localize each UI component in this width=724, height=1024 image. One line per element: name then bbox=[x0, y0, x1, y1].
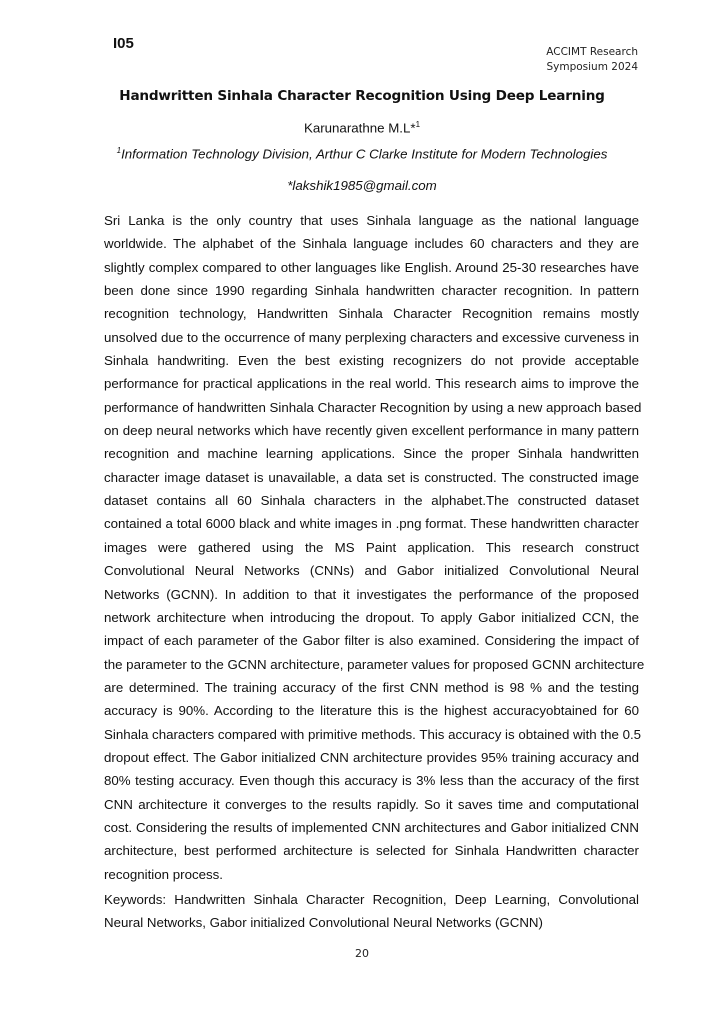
conference-name-line1: ACCIMT Research bbox=[546, 46, 638, 58]
abstract-line: impact of each parameter of the Gabor filter is also examined. Considering the impact of bbox=[104, 633, 639, 649]
abstract-line: images were gathered using the MS Paint application. This research construct bbox=[104, 539, 639, 555]
abstract-line: network architecture when introducing the dropout. To apply Gabor initialized CCN, the bbox=[104, 609, 639, 625]
abstract-line: slightly complex compared to other languages like English. Around 25-30 researches have bbox=[104, 259, 639, 275]
abstract-line: Networks (GCNN). In addition to that it investigates the performance of the proposed bbox=[104, 586, 639, 602]
keywords-line: Keywords: Handwritten Sinhala Character Recognition, Deep Learning, Convolutional bbox=[104, 892, 639, 907]
abstract-line: recognition process. bbox=[104, 866, 223, 882]
affiliation-text: Information Technology Division, Arthur C Clarke Institute for Modern Technologies bbox=[121, 146, 608, 162]
page-number: 20 bbox=[355, 947, 369, 960]
affiliation-superscript: 1 bbox=[116, 146, 122, 155]
author-line bbox=[0, 120, 724, 135]
abstract-line: performance for practical applications in the real world. This research aims to improve the bbox=[104, 376, 639, 392]
abstract-line: Sri Lanka is the only country that uses Sinhala language as the national language bbox=[104, 213, 639, 228]
author-name: Karunarathne M.L* bbox=[303, 120, 416, 136]
conference-name-line2: Symposium 2024 bbox=[546, 61, 638, 73]
abstract-line: accuracy is 90%. According to the literature this is the highest accuracyobtained for 60 bbox=[104, 703, 639, 719]
abstract-line: character image dataset is unavailable, a data set is constructed. The constructed image bbox=[104, 469, 639, 485]
abstract-line: unsolved due to the occurrence of many perplexing characters and excessive curveness in bbox=[104, 329, 639, 345]
conference-name bbox=[546, 45, 638, 75]
abstract-line: performance of handwritten Sinhala Character Recognition by using a new approach based bbox=[104, 399, 642, 415]
author-email: *lakshik1985@gmail.com bbox=[287, 178, 437, 193]
abstract-line: on deep neural networks which have recently given excellent performance in many pattern bbox=[104, 423, 639, 439]
author-superscript: 1 bbox=[415, 120, 421, 129]
paper-code: I05 bbox=[113, 35, 134, 52]
abstract-line: recognition and machine learning applications. Since the proper Sinhala handwritten bbox=[104, 446, 639, 462]
abstract-line: CNN architecture it converges to the results rapidly. So it saves time and computational bbox=[104, 796, 639, 812]
abstract-line: 80% testing accuracy. Even though this accuracy is 3% less than the accuracy of the first bbox=[104, 773, 639, 789]
abstract-line: recognition technology, Handwritten Sinhala Character Recognition remains mostly bbox=[104, 306, 639, 322]
abstract-line: architecture, best performed architecture is selected for Sinhala Handwritten character bbox=[104, 843, 639, 859]
paper-title: Handwritten Sinhala Character Recognition Using Deep Learning bbox=[119, 88, 605, 104]
abstract-line: Convolutional Neural Networks (CNNs) and Gabor initialized Convolutional Neural bbox=[104, 563, 639, 579]
abstract-line: been done since 1990 regarding Sinhala handwritten character recognition. In pattern bbox=[104, 283, 639, 299]
abstract-line: worldwide. The alphabet of the Sinhala language includes 60 characters and they are bbox=[104, 236, 639, 252]
keywords-block bbox=[104, 888, 639, 935]
keywords-line: Neural Networks, Gabor initialized Convolutional Neural Networks (GCNN) bbox=[104, 915, 543, 931]
abstract-line: cost. Considering the results of implemented CNN architectures and Gabor initialized CNN bbox=[104, 819, 639, 835]
abstract-line: the parameter to the GCNN architecture, parameter values for proposed GCNN architecture bbox=[104, 656, 645, 672]
abstract-line: Sinhala characters compared with primitive methods. This accuracy is obtained with the 0.5 bbox=[104, 726, 642, 742]
abstract-line: dropout effect. The Gabor initialized CNN architecture provides 95% training accuracy and bbox=[104, 749, 639, 765]
abstract-line: dataset contains all 60 Sinhala characters in the alphabet.The constructed dataset bbox=[104, 493, 639, 509]
abstract-body bbox=[104, 209, 645, 886]
abstract-line: Sinhala handwriting. Even the best existing recognizers do not provide acceptable bbox=[104, 353, 639, 369]
abstract-line: are determined. The training accuracy of the first CNN method is 98 % and the testing bbox=[104, 679, 639, 695]
abstract-line: contained a total 6000 black and white images in .png format. These handwritten character bbox=[104, 516, 639, 532]
affiliation-line bbox=[0, 146, 724, 161]
